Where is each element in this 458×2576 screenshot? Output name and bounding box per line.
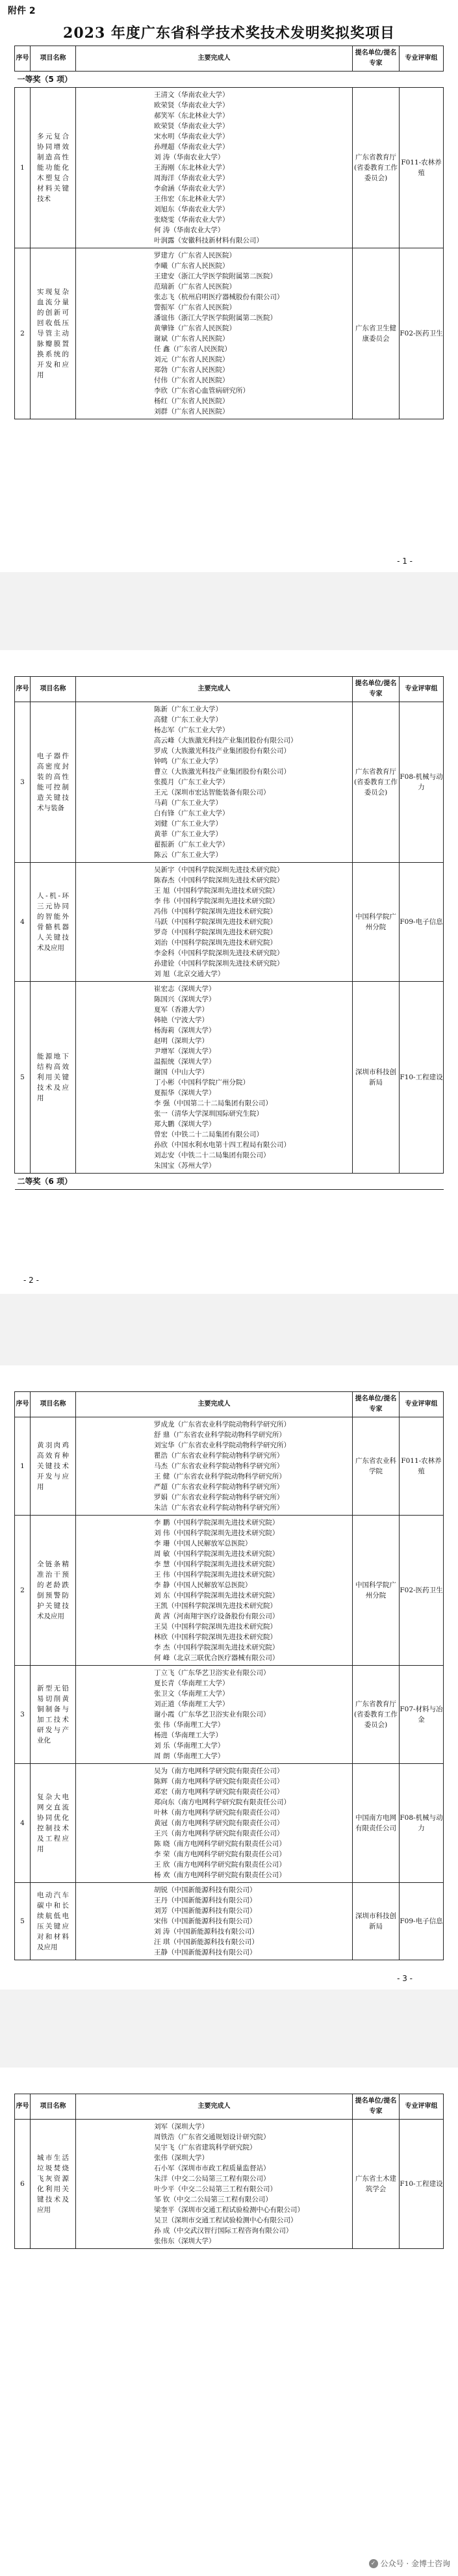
member-name: 梁奎平（深圳市交通工程试验检测中心有限公司） — [154, 2206, 304, 2214]
member-name: 朱国宝（苏州大学） — [154, 1162, 216, 1170]
member-name: 宋伟（中国新能源科技有限公司） — [154, 1917, 257, 1925]
page-gap — [0, 1990, 458, 2068]
review-group: F011-农林养殖 — [400, 88, 444, 248]
member-name: 杨进（华南理工大学） — [154, 1731, 222, 1739]
member-name: 刘治（中国科学院深圳先进技术研究院） — [154, 939, 277, 947]
member-name: 李 荣（南方电网科学研究院有限责任公司） — [154, 1850, 286, 1858]
table-header-row — [15, 46, 444, 72]
row-number: 5 — [15, 1883, 31, 1960]
member-name: 刘 涛（华南农业大学） — [154, 153, 225, 161]
section-label: 一等奖（5 项） — [15, 72, 444, 88]
member-name: 张揽月（广东工业大学） — [154, 778, 229, 786]
header-members: 主要完成人 — [76, 2094, 353, 2120]
member-name: 张伟（深圳大学） — [154, 2154, 209, 2162]
member-name: 曾宏（中铁二十二局集团有限公司） — [154, 1131, 263, 1138]
member-name: 李曦（广东省人民医院） — [154, 262, 229, 270]
review-group: F10-工程建设 — [400, 982, 444, 1174]
header-unit: 提名单位/提名专家 — [353, 677, 400, 702]
row-number: 4 — [15, 1764, 31, 1883]
header-unit: 提名单位/提名专家 — [353, 2094, 400, 2120]
member-name: 夏军（香港大学） — [154, 1006, 209, 1014]
member-name: 王建安（浙江大学医学院附属第二医院） — [154, 272, 277, 280]
member-name: 宋水明（华南农业大学） — [154, 133, 229, 140]
nominating-unit: 广东省农业科学院 — [353, 1417, 400, 1516]
member-name: 黄冠（南方电网科学研究院有限责任公司） — [154, 1819, 284, 1827]
member-name: 刘 伟（中国科学院深圳先进技术研究院） — [154, 1529, 279, 1537]
member-name: 刘宝华（广东省农业科学院动物科学研究所） — [154, 1441, 290, 1449]
member-name: 谢国（中山大学） — [154, 1068, 209, 1076]
member-name: 訾振军（广东省人民医院） — [154, 304, 236, 311]
member-name: 胡锐（中国新能源科技有限公司） — [154, 1886, 257, 1894]
member-name: 朱洋（中交二公局第三工程有限公司） — [154, 2175, 270, 2183]
header-members: 主要完成人 — [76, 1392, 353, 1417]
member-name: 刘 东（中国科学院深圳先进技术研究院） — [154, 1592, 279, 1599]
page-gap — [0, 1294, 458, 1365]
member-name: 王清文（华南农业大学） — [154, 91, 229, 99]
member-name: 付伟（广东省人民医院） — [154, 376, 229, 384]
member-name: 林欣（中国科学院深圳先进技术研究院） — [154, 1633, 277, 1641]
member-name: 马莉（广东工业大学） — [154, 799, 222, 807]
member-name: 杨 欢（南方电网科学研究院有限责任公司） — [154, 1871, 286, 1879]
member-name: 丁立飞（广东华艺卫浴实业有限公司） — [154, 1669, 270, 1677]
header-no: 序号 — [15, 2094, 31, 2120]
member-name: 孙建铨（中国科学院深圳先进技术研究院） — [154, 960, 284, 967]
review-group: F08-机械与动力 — [400, 1764, 444, 1883]
member-name: 李金科（中国科学院深圳先进技术研究院） — [154, 949, 284, 957]
project-name: 城市生活垃圾焚烧飞灰资源化利用关键技术及应用 — [31, 2120, 76, 2249]
member-name: 王 健（广东省农业科学院动物科学研究所） — [154, 1473, 286, 1480]
member-name: 孙欣（中国水利水电第十四工程局有限公司） — [154, 1141, 290, 1149]
member-name: 刘 乐（华南理工大学） — [154, 1742, 225, 1750]
members-cell — [76, 88, 353, 248]
table-row — [15, 2120, 444, 2249]
member-name: 罗奇（中国科学院深圳先进技术研究院） — [154, 928, 277, 936]
page-number-text: - 3 - — [397, 1974, 413, 1983]
nominating-unit: 广东省教育厅(省委教育工作委员会) — [353, 1666, 400, 1764]
member-name: 何 涛（华南农业大学） — [154, 226, 225, 234]
watermark-text: 公众号 · 金博士咨询 — [380, 2559, 450, 2568]
member-name: 陈 晓（南方电网科学研究院有限责任公司） — [154, 1840, 286, 1848]
members-cell — [76, 1764, 353, 1883]
project-name: 实现复杂血流分量的创新可回收低压导管主动脉瓣膜置换系统的开发和应用 — [31, 248, 76, 419]
member-name: 温振统（深圳大学） — [154, 1058, 216, 1066]
page-number-text: - 2 - — [23, 1276, 39, 1285]
member-name: 罗成（大族激光科技产业集团股份有限公司） — [154, 747, 290, 755]
member-name: 罗建方（广东省人民医院） — [154, 252, 236, 259]
page-number-text: - 1 - — [397, 557, 413, 566]
members-cell — [76, 982, 353, 1174]
member-name: 李 鹏（中国科学院深圳先进技术研究院） — [154, 1519, 279, 1527]
member-name: 郑大鹏（深圳大学） — [154, 1120, 216, 1128]
member-name: 李 慧（中国科学院深圳先进技术研究院） — [154, 1560, 279, 1568]
row-number: 5 — [15, 982, 31, 1174]
member-name: 陈云（广东工业大学） — [154, 851, 222, 859]
member-name: 刘芳（中国新能源科技有限公司） — [154, 1907, 257, 1915]
project-name: 多元复合协同增效制造高性能功能化木塑复合材料关键技术 — [31, 88, 76, 248]
member-name: 王 欣（南方电网科学研究院有限责任公司） — [154, 1861, 286, 1869]
member-name: 夏振华（深圳大学） — [154, 1089, 216, 1097]
row-number: 4 — [15, 863, 31, 982]
member-name: 曹立（大族激光科技产业集团股份有限公司） — [154, 768, 290, 776]
members-cell — [76, 2120, 353, 2249]
member-name: 汪 琪（中国新能源科技有限公司） — [154, 1938, 259, 1946]
member-name: 朱洁（广东省农业科学院动物科学研究所） — [154, 1504, 284, 1512]
project-name: 电动汽车碳中和长续航低电压关键应对和材料及应用 — [31, 1883, 76, 1960]
watermark — [369, 2558, 450, 2569]
header-project: 项目名称 — [31, 1392, 76, 1417]
member-name: 马杰（广东省农业科学院动物科学研究所） — [154, 1462, 284, 1470]
member-name: 翟振新（广东工业大学） — [154, 841, 229, 848]
header-members: 主要完成人 — [76, 46, 353, 72]
member-name: 舒 鼎（广东省农业科学院动物科学研究所） — [154, 1431, 286, 1439]
member-name: 谢斌（广东省人民医院） — [154, 335, 229, 343]
table-header-row — [15, 2094, 444, 2120]
members-cell — [76, 863, 353, 982]
member-name: 欧荣贤（华南农业大学） — [154, 101, 229, 109]
header-no: 序号 — [15, 1392, 31, 1417]
table-row — [15, 1516, 444, 1666]
members-cell — [76, 1883, 353, 1960]
table-row — [15, 1666, 444, 1764]
member-name: 李 伟（中国科学院深圳先进技术研究院） — [154, 897, 279, 905]
member-name: 周海洋（华南农业大学） — [154, 174, 229, 182]
member-name: 赵明（深圳大学） — [154, 1037, 209, 1045]
member-name: 吴卫（深圳市交通工程试验检测中心有限公司） — [154, 2216, 298, 2224]
member-name: 王 旭（中国科学院深圳先进技术研究院） — [154, 887, 279, 895]
member-name: 李 杰（中国科学院深圳先进技术研究院） — [154, 1644, 279, 1651]
header-group: 专业评审组 — [400, 1392, 444, 1417]
table-row — [15, 863, 444, 982]
page-gap — [0, 572, 458, 650]
header-members: 主要完成人 — [76, 677, 353, 702]
nominating-unit: 广东省卫生健康委员会 — [353, 248, 400, 419]
member-name: 叶润露（安徽科技新材料有限公司） — [154, 237, 263, 244]
member-name: 吴为（南方电网科学研究院有限责任公司） — [154, 1767, 284, 1775]
row-number: 3 — [15, 1666, 31, 1764]
member-name: 罗娟（广东省农业科学院动物科学研究所） — [154, 1493, 284, 1501]
table-row — [15, 248, 444, 419]
page-number — [0, 1974, 458, 1983]
nominating-unit: 广东省教育厅(省委教育工作委员会) — [353, 88, 400, 248]
member-name: 陈新（广东工业大学） — [154, 705, 222, 713]
member-name: 邹 钦（中交二公局第三工程有限公司） — [154, 2196, 272, 2203]
member-name: 陈辉（南方电网科学研究院有限责任公司） — [154, 1778, 284, 1785]
header-group: 专业评审组 — [400, 677, 444, 702]
review-group: F09-电子信息 — [400, 863, 444, 982]
header-project: 项目名称 — [31, 46, 76, 72]
review-group: F09-电子信息 — [400, 1883, 444, 1960]
member-name: 杨红（广东省人民医院） — [154, 397, 229, 405]
row-number: 1 — [15, 88, 31, 248]
table-row — [15, 1417, 444, 1516]
member-name: 张伟东（深圳大学） — [154, 2237, 216, 2245]
nominating-unit: 深圳市科技创新局 — [353, 982, 400, 1174]
member-name: 刘志安（中铁二十二局集团有限公司） — [154, 1151, 270, 1159]
member-name: 崔宏志（深圳大学） — [154, 985, 216, 993]
member-name: 张卫文（华南理工大学） — [154, 1690, 229, 1698]
member-name: 王凯（中国科学院深圳先进技术研究院） — [154, 1602, 277, 1610]
member-name: 王海刚（东北林业大学） — [154, 164, 229, 172]
nominating-unit: 中国科学院广州分院 — [353, 863, 400, 982]
members-cell — [76, 1417, 353, 1516]
attachment-label: 附件 2 — [8, 6, 36, 16]
member-name: 邓宏（南方电网科学研究院有限责任公司） — [154, 1788, 284, 1796]
header-unit: 提名单位/提名专家 — [353, 46, 400, 72]
member-name: 李俞涵（华南农业大学） — [154, 185, 229, 192]
review-group: F02-医药卫生 — [400, 248, 444, 419]
project-name: 新型无铅易切削黄铜制备与加工技术研发与产业化 — [31, 1666, 76, 1764]
row-number: 2 — [15, 248, 31, 419]
member-name: 陈春杰（中国科学院深圳先进技术研究院） — [154, 876, 284, 884]
member-name: 叶林（南方电网科学研究院有限责任公司） — [154, 1809, 284, 1817]
nominating-unit: 深圳市科技创新局 — [353, 1883, 400, 1960]
header-group: 专业评审组 — [400, 46, 444, 72]
table-header-row — [15, 677, 444, 702]
member-name: 欧荣贤（华南农业大学） — [154, 122, 229, 130]
review-group: F011-农林养殖 — [400, 1417, 444, 1516]
member-name: 张一（清华大学深圳国际研究生院） — [154, 1110, 263, 1118]
member-name: 吴宇飞（广东省建筑科学研究院） — [154, 2144, 257, 2151]
member-name: 张晓雯（华南农业大学） — [154, 216, 229, 224]
member-name: 丁小彬（中国科学院广州分院） — [154, 1079, 249, 1086]
project-name: 人-机-环三元协同的智能外骨骼机器人关键技术及应用 — [31, 863, 76, 982]
member-name: 刘健（广东工业大学） — [154, 820, 222, 828]
member-name: 罗成龙（广东省农业科学院动物科学研究所） — [154, 1421, 290, 1428]
review-group: F02-医药卫生 — [400, 1516, 444, 1666]
table-row — [15, 702, 444, 863]
member-name: 王静（中国新能源科技有限公司） — [154, 1949, 257, 1956]
member-name: 王昊（中国科学院深圳先进技术研究院） — [154, 1623, 277, 1631]
member-name: 钟鸣（广东工业大学） — [154, 757, 222, 765]
table-header-row — [15, 1392, 444, 1417]
member-name: 刘旭东（华南农业大学） — [154, 205, 229, 213]
member-name: 刘群（广东省人民医院） — [154, 408, 229, 415]
review-group: F07-材料与冶金 — [400, 1666, 444, 1764]
nominating-unit: 广东省土木建筑学会 — [353, 2120, 400, 2249]
page-number — [0, 557, 458, 566]
member-name: 王伟宏（东北林业大学） — [154, 195, 229, 203]
project-name: 全链条精准治干预的老龄跌倒预警防护关键技术及应用 — [31, 1516, 76, 1666]
row-number: 6 — [15, 2120, 31, 2249]
project-name: 黄羽肉鸡高效育种关键技术开发与应用 — [31, 1417, 76, 1516]
member-name: 吴新宇（中国科学院深圳先进技术研究院） — [154, 866, 284, 874]
member-name: 王丹（中国新能源科技有限公司） — [154, 1897, 257, 1904]
member-name: 何 峰（北京三联优合医疗器械有限公司） — [154, 1654, 279, 1662]
member-name: 张志飞（杭州启明医疗器械股份有限公司） — [154, 293, 284, 301]
member-name: 周 敏（中国科学院深圳先进技术研究院） — [154, 1550, 279, 1558]
member-name: 郑勃（广东省人民医院） — [154, 366, 229, 374]
row-number: 2 — [15, 1516, 31, 1666]
table-row — [15, 1764, 444, 1883]
member-name: 王 伟（中国科学院深圳先进技术研究院） — [154, 1571, 279, 1579]
award-table — [14, 676, 444, 1190]
member-name: 杨志军（广东工业大学） — [154, 726, 229, 734]
project-name: 复杂大电网交直流协同优化控制技术及工程应用 — [31, 1764, 76, 1883]
member-name: 潘谊伟（浙江大学医学院附属第二医院） — [154, 314, 277, 322]
member-name: 李 强（中国第二十二局集团有限公司） — [154, 1099, 272, 1107]
member-name: 黄 茜（河南翔宇医疗设备股份有限公司） — [154, 1612, 279, 1620]
member-name: 孙理超（华南农业大学） — [154, 143, 229, 151]
member-name: 杨海莉（深圳大学） — [154, 1027, 216, 1034]
member-name: 高健（广东工业大学） — [154, 716, 222, 724]
member-name: 刘元（广东省人民医院） — [154, 356, 229, 363]
nominating-unit: 中国科学院广州分院 — [353, 1516, 400, 1666]
section-row — [15, 72, 444, 88]
header-no: 序号 — [15, 677, 31, 702]
row-number: 3 — [15, 702, 31, 863]
member-name: 刘正道（华南理工大学） — [154, 1700, 229, 1708]
member-name: 谢小霞（广东华艺卫浴实业有限公司） — [154, 1711, 270, 1718]
award-table — [14, 2094, 444, 2249]
member-name: 郑向东（南方电网科学研究院有限责任公司） — [154, 1798, 290, 1806]
wechat-icon: ✓ — [369, 2559, 378, 2568]
table-row — [15, 1883, 444, 1960]
member-name: 周铁浩（广东省交通规划设计研究院） — [154, 2133, 270, 2141]
table-row — [15, 88, 444, 248]
section-label: 二等奖（6 项） — [15, 1174, 444, 1190]
member-name: 陈国兴（深圳大学） — [154, 995, 216, 1003]
member-name: 夏长青（华南理工大学） — [154, 1679, 229, 1687]
member-name: 任 鑫（广东省人民医院） — [154, 345, 231, 353]
member-name: 冯伟（中国科学院深圳先进技术研究院） — [154, 908, 277, 915]
member-name: 刘军（深圳大学） — [154, 2123, 209, 2131]
member-name: 黄肇锋（广东省人民医院） — [154, 324, 236, 332]
table-row — [15, 982, 444, 1174]
member-name: 刘 涛（中国新能源科技有限公司） — [154, 1928, 259, 1936]
member-name: 王元（深圳市宏达智能装备有限公司） — [154, 789, 270, 796]
member-name: 刘 旭（北京交通大学） — [154, 970, 225, 978]
member-name: 范瑞新（广东省人民医院） — [154, 283, 236, 291]
member-name: 瞿浩（广东省农业科学院动物科学研究所） — [154, 1452, 284, 1460]
members-cell — [76, 248, 353, 419]
page-number — [0, 1276, 458, 1285]
members-cell — [76, 702, 353, 863]
member-name: 叶少平（中交二公局第三工程有限公司） — [154, 2185, 277, 2193]
row-number: 1 — [15, 1417, 31, 1516]
member-name: 王兴（南方电网科学研究院有限责任公司） — [154, 1830, 284, 1837]
award-table — [14, 1391, 444, 1960]
members-cell — [76, 1666, 353, 1764]
member-name: 高云峰（大族激光科技产业集团股份有限公司） — [154, 737, 298, 744]
member-name: 韩艳（宁波大学） — [154, 1016, 209, 1024]
header-project: 项目名称 — [31, 677, 76, 702]
member-name: 李 珊（中国人民解放军总医院） — [154, 1540, 252, 1547]
header-group: 专业评审组 — [400, 2094, 444, 2120]
member-name: 石小军（深圳市市政工程质量监督站） — [154, 2164, 270, 2172]
member-name: 李 静（中国人民解放军总医院） — [154, 1581, 252, 1589]
header-project: 项目名称 — [31, 2094, 76, 2120]
member-name: 李欣（广东省心血管病研究所） — [154, 387, 249, 395]
review-group: F08-机械与动力 — [400, 702, 444, 863]
member-name: 郝笑军（东北林业大学） — [154, 112, 229, 120]
section-row — [15, 1174, 444, 1190]
project-name: 电子器件高密度封装的高性能可控制造关键技术与装备 — [31, 702, 76, 863]
nominating-unit: 广东省教育厅(省委教育工作委员会) — [353, 702, 400, 863]
member-name: 严超（广东省农业科学院动物科学研究所） — [154, 1483, 284, 1491]
member-name: 孙 成（中交武汉智行国际工程咨询有限公司） — [154, 2227, 293, 2235]
header-unit: 提名单位/提名专家 — [353, 1392, 400, 1417]
member-name: 尹增军（深圳大学） — [154, 1047, 216, 1055]
members-cell — [76, 1516, 353, 1666]
review-group: F10-工程建设 — [400, 2120, 444, 2249]
award-table — [14, 46, 444, 419]
nominating-unit: 中国南方电网有限责任公司 — [353, 1764, 400, 1883]
document-title: 2023 年度广东省科学技术奖技术发明奖拟奖项目 — [63, 25, 395, 42]
member-name: 张 伟（华南理工大学） — [154, 1721, 225, 1729]
member-name: 周 朗（华南理工大学） — [154, 1752, 225, 1760]
member-name: 黄菲（广东工业大学） — [154, 830, 222, 838]
project-name: 能源地下结构高效利用关键技术及应用 — [31, 982, 76, 1174]
member-name: 白有锋（广东工业大学） — [154, 809, 229, 817]
header-no: 序号 — [15, 46, 31, 72]
member-name: 马跃（中国科学院深圳先进技术研究院） — [154, 918, 277, 926]
